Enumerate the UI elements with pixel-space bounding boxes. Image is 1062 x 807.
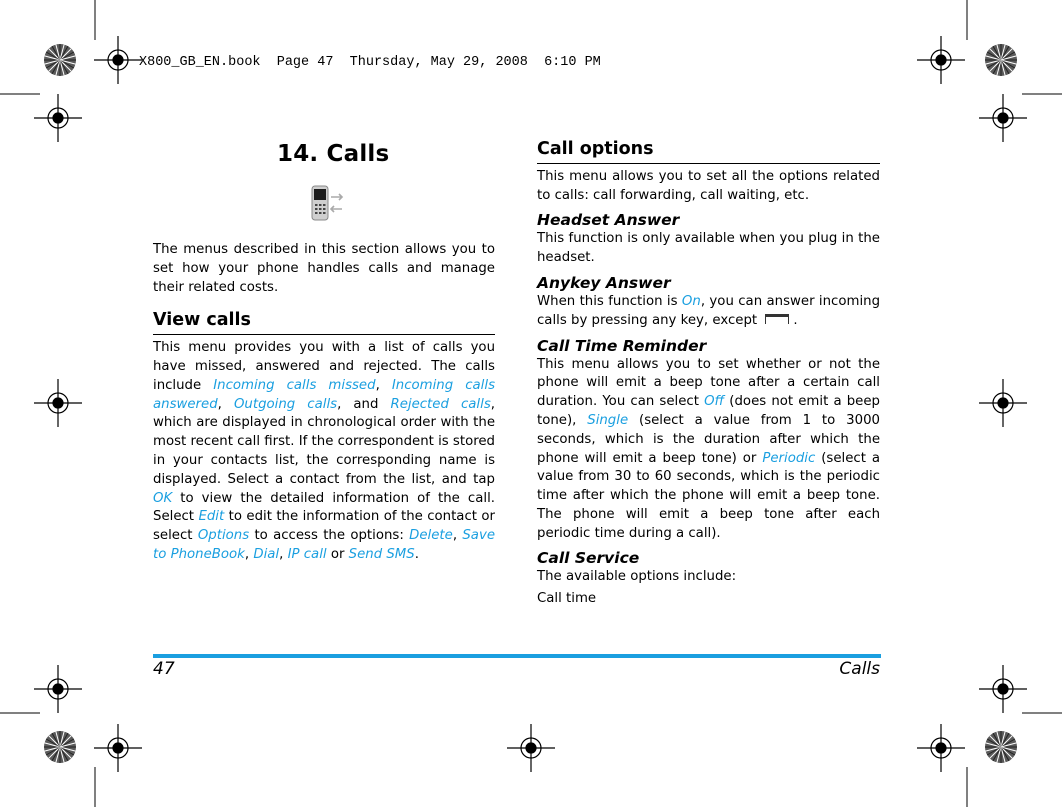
end-call-key-icon xyxy=(765,314,789,324)
registration-cross-mark xyxy=(34,94,82,142)
option-send-sms: Send SMS xyxy=(348,546,415,562)
registration-star-mark xyxy=(44,731,76,763)
option-save-phonebook: Save to PhoneBook xyxy=(153,528,495,562)
headset-answer-heading: Headset Answer xyxy=(537,211,680,230)
page-number: 47 xyxy=(153,659,175,679)
chapter-title: 14. Calls xyxy=(277,141,390,167)
registration-cross-mark xyxy=(917,36,965,84)
registration-cross-mark xyxy=(94,36,142,84)
phone-calls-icon xyxy=(309,183,345,229)
footer-section-name: Calls xyxy=(839,659,880,679)
option-incoming-missed: Incoming calls missed xyxy=(213,377,376,393)
registration-cross-mark xyxy=(979,94,1027,142)
footer-rule xyxy=(153,654,881,658)
anykey-answer-heading: Anykey Answer xyxy=(537,273,671,292)
registration-cross-mark xyxy=(979,665,1027,713)
option-ip-call: IP call xyxy=(287,546,327,562)
registration-cross-mark xyxy=(917,724,965,772)
right-column xyxy=(537,140,880,609)
option-edit: Edit xyxy=(198,509,225,525)
call-options-heading: Call options xyxy=(537,140,880,164)
option-rejected-calls: Rejected calls xyxy=(390,396,491,412)
left-column xyxy=(153,241,495,565)
option-delete: Delete xyxy=(409,528,453,544)
call-time-reminder-text: This menu allows you to set whether or not the phone will emit a beep tone after a certain call duration. You can select Off (does not emit a beep tone), Single (select a value from 1 to 3000 seconds, which is the duration after which the phone will emit a beep tone) or Periodic (select a value from 30 to 60 seconds, which is the periodic time after which the phone will emit a beep tone. The phone will emit a beep tone after each periodic time during a call). xyxy=(537,356,881,541)
book-header: X800_GB_EN.book Page 47 Thursday, May 29, 2008 6:10 PM xyxy=(139,55,601,70)
registration-cross-mark xyxy=(507,724,555,772)
registration-star-mark xyxy=(985,731,1017,763)
anykey-answer-text: When this function is On, you can answer incoming calls by pressing any key, except . xyxy=(537,293,881,328)
option-on: On xyxy=(681,293,701,309)
registration-star-mark xyxy=(44,44,76,76)
view-calls-paragraph: This menu provides you with a list of calls you have missed, answered and rejected. The calls include Incoming calls missed, Incoming calls answered, Outgoing calls, and Rejected calls, which are displayed in chronological order with the most recent call first. If the correspondent is stored in your contacts list, the corresponding name is displayed. Select a contact from the list, and tap OK to view the detailed information of the call. Select Edit to edit the information of the contact or select Options to access the options: Delete, Save to PhoneBook, Dial, IP call or Send SMS. xyxy=(153,340,496,562)
view-calls-heading: View calls xyxy=(153,311,495,335)
call-service-text: The available options include: xyxy=(537,568,737,584)
option-outgoing-calls: Outgoing calls xyxy=(233,396,338,412)
headset-answer-text: This function is only available when you plug in the headset. xyxy=(537,231,880,266)
registration-star-mark xyxy=(985,44,1017,76)
call-service-item: Call time xyxy=(537,591,597,607)
registration-cross-mark xyxy=(34,379,82,427)
option-periodic: Periodic xyxy=(762,450,816,466)
registration-cross-mark xyxy=(979,379,1027,427)
intro-paragraph: The menus described in this section allows you to set how your phone handles calls and manage their related costs. xyxy=(153,242,495,295)
call-time-reminder-heading: Call Time Reminder xyxy=(537,336,707,355)
registration-cross-mark xyxy=(34,665,82,713)
option-dial: Dial xyxy=(253,546,280,562)
option-single: Single xyxy=(587,412,629,428)
registration-cross-mark xyxy=(94,724,142,772)
call-service-heading: Call Service xyxy=(537,548,640,567)
option-options: Options xyxy=(197,528,250,544)
option-ok: OK xyxy=(153,490,173,506)
call-options-intro: This menu allows you to set all the options related to calls: call forwarding, call waiting, etc. xyxy=(537,168,880,203)
option-incoming-answered: Incoming calls answered xyxy=(153,377,495,412)
option-off: Off xyxy=(704,394,725,410)
